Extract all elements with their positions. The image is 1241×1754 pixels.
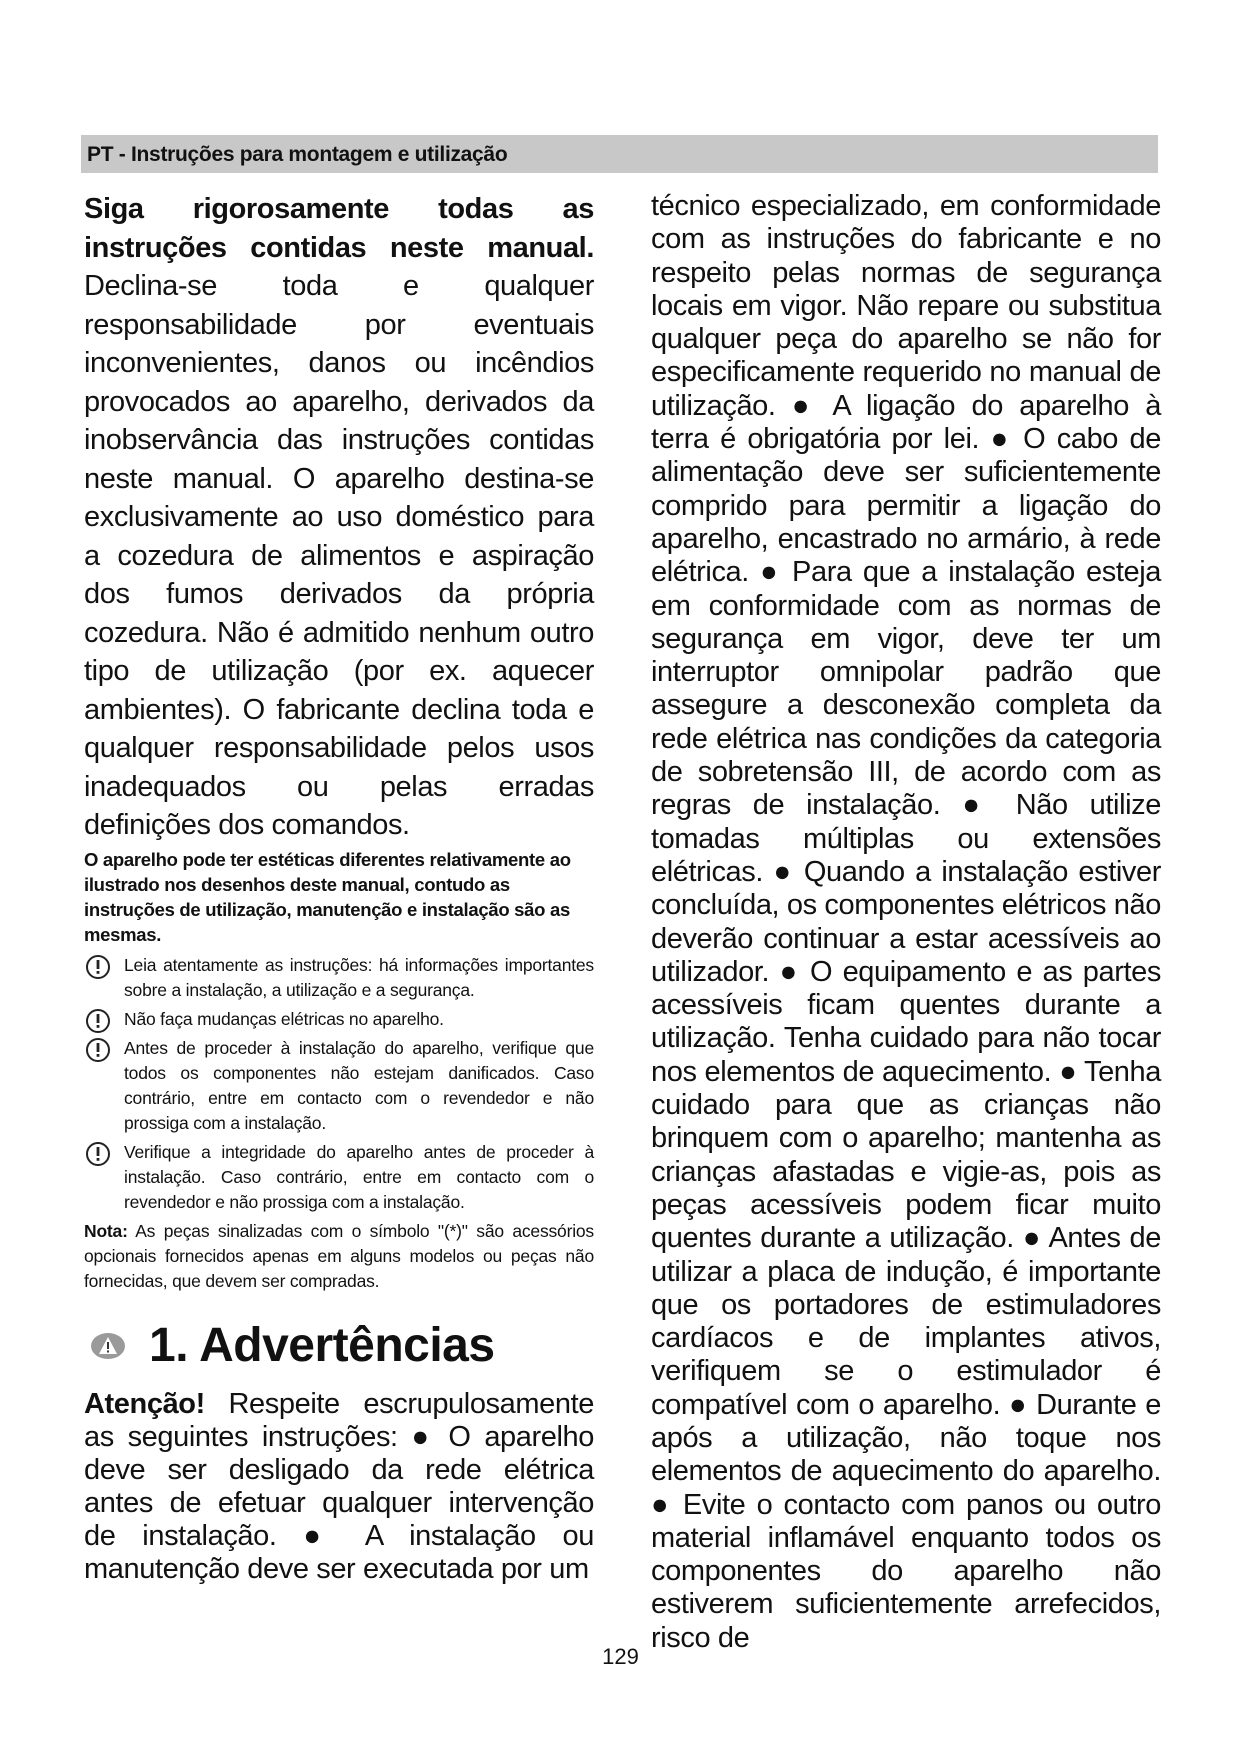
intro-paragraph: [84, 190, 594, 845]
section-heading: [84, 1318, 594, 1378]
warning-item: [84, 1036, 594, 1136]
header-title: PT - Instruções para montagem e utilização: [87, 143, 508, 166]
attention-label: Atenção!: [84, 1387, 205, 1420]
caution-icon: [84, 953, 112, 981]
caution-icon: [84, 1140, 112, 1168]
warning-list: [84, 953, 594, 1215]
left-column: [84, 190, 594, 1586]
warning-item: [84, 1007, 594, 1032]
warning-item: [84, 1140, 594, 1215]
caution-icon: [84, 1036, 112, 1064]
caution-icon: [84, 1007, 112, 1035]
page-number: 129: [602, 1644, 639, 1669]
intro-bold-lead: Siga rigorosamente todas as instruções contidas neste manual.: [84, 193, 594, 264]
warning-text: Verifique a integridade do aparelho antes de proceder à instalação. Caso contrário, entre em contacto com o revendedor e não prossiga com a instalação.: [124, 1141, 594, 1212]
header-bar: [81, 135, 1158, 173]
attention-text: Respeite escrupulosamente as seguintes instruções: ● O aparelho deve ser desligado da rede elétrica antes de efetuar qualquer intervenção de instalação. ● A instalação ou manutenção deve ser executada por um: [84, 1387, 594, 1585]
warning-text: Leia atentamente as instruções: há informações importantes sobre a instalação, a utilização e a segurança.: [124, 954, 594, 1000]
aesthetic-note: O aparelho pode ter estéticas diferentes relativamente ao ilustrado nos desenhos deste manual, contudo as instruções de utilização, manutenção e instalação são as mesmas.: [84, 848, 571, 945]
warning-text: Não faça mudanças elétricas no aparelho.: [124, 1008, 444, 1029]
section-title: 1. Advertências: [149, 1318, 495, 1372]
warning-item: [84, 953, 594, 1003]
nota-text: As peças sinalizadas com o símbolo "(*)" são acessórios opcionais fornecidos apenas em alguns modelos ou peças não fornecidas, que devem ser compradas.: [84, 1220, 594, 1291]
warning-triangle-icon: [90, 1332, 126, 1360]
nota-paragraph: [84, 1219, 594, 1294]
right-column: [651, 190, 1161, 1655]
warning-text: Antes de proceder à instalação do aparelho, verifique que todos os componentes não estejam danificados. Caso contrário, entre em contacto com o revendedor e não prossiga com a instalação.: [124, 1037, 594, 1133]
intro-text: Declina-se toda e qualquer responsabilidade por eventuais inconvenientes, danos ou incêndios provocados ao aparelho, derivados da inobservância das instruções contidas neste manual. O aparelho destina-se exclusivamente ao uso doméstico para a cozedura de alimentos e aspiração dos fumos derivados da própria cozedura. Não é admitido nenhum outro tipo de utilização (por ex. aquecer ambientes). O fabricante declina toda e qualquer responsabilidade pelos usos inadequados ou pelas erradas definições dos comandos.: [84, 270, 594, 841]
attention-paragraph: [84, 1388, 594, 1586]
right-column-text: técnico especializado, em conformidade com as instruções do fabricante e no respeito pelas normas de segurança locais em vigor. Não repare ou substitua qualquer peça do aparelho se não for especificamente requerido no manual de utilização. ● A ligação do aparelho à terra é obrigatória por lei. ● O cabo de alimentação deve ser suficientemente comprido para permitir a ligação do aparelho, encastrado no armário, à rede elétrica. ● Para que a instalação esteja em conformidade com as normas de segurança em vigor, deve ter um interruptor omnipolar padrão que assegure a desconexão completa da rede elétrica nas condições da categoria de sobretensão III, de acordo com as regras de instalação. ● Não utilize tomadas múltiplas ou extensões elétricas. ● Quando a instalação estiver concluída, os componentes elétricos não deverão continuar a estar acessíveis ao utilizador. ● O equipamento e as partes acessíveis ficam quentes durante a utilização. Tenha cuidado para não tocar nos elementos de aquecimento. ● Tenha cuidado para que as crianças não brinquem com o aparelho; mantenha as crianças afastadas e vigie-as, pois as peças acessíveis podem ficar muito quentes durante a utilização. ● Antes de utilizar a placa de indução, é importante que os portadores de estimuladores cardíacos e de implantes ativos, verifiquem se o estimulador é compatível com o aparelho. ● Durante e após a utilização, não toque nos elementos de aquecimento do aparelho. ● Evite o contacto com panos ou outro material inflamável enquanto todos os componentes do aparelho não estiverem suficientemente arrefecidos, risco de: [651, 190, 1161, 1654]
nota-label: Nota:: [84, 1220, 128, 1241]
